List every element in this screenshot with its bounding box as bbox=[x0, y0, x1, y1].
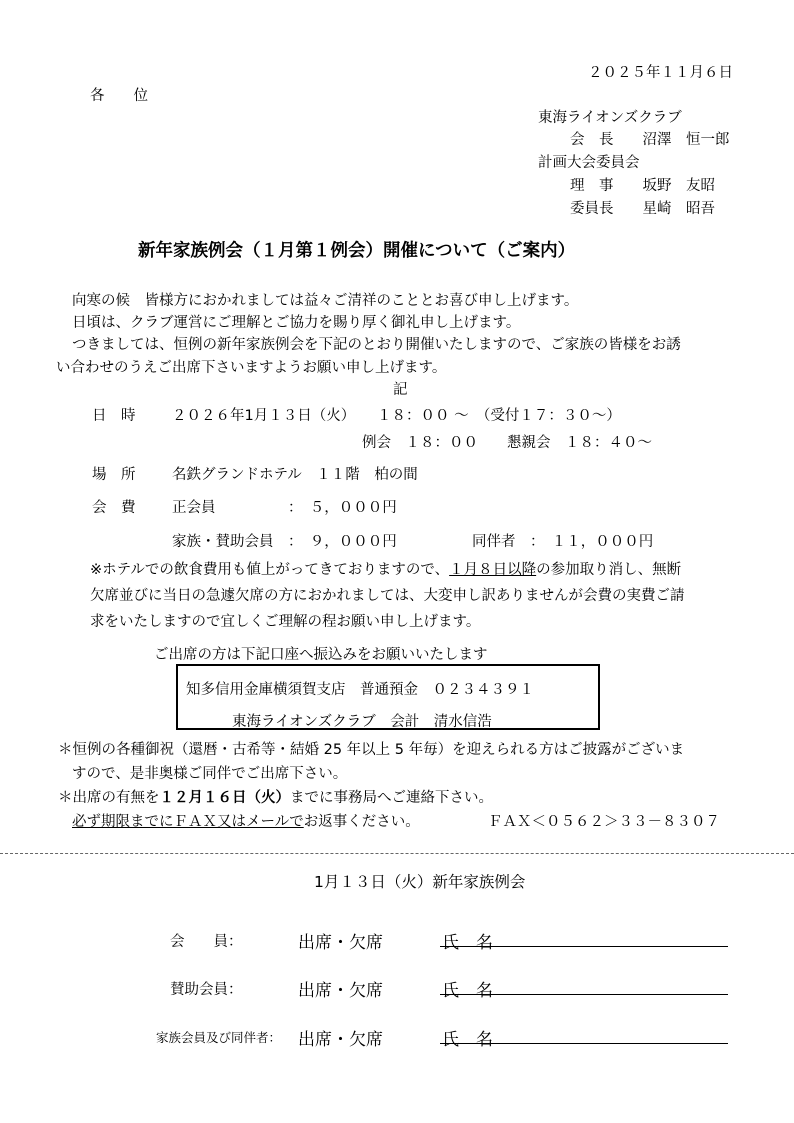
fee-family: 家族・賛助会員 ： ９，０００円 bbox=[172, 534, 397, 550]
cancellation-note-2: 欠席並びに当日の急遽欠席の方におかれましては、大変申し訳ありませんが会費の実費ご請 bbox=[90, 588, 685, 604]
sender-chair: 委員長 星崎 昭吾 bbox=[570, 201, 715, 217]
reply-row-supporting-name-line[interactable] bbox=[440, 994, 728, 995]
reply-method-post: お返事ください。 bbox=[303, 814, 420, 830]
rsvp-note-post: までに事務局へご連絡下さい。 bbox=[290, 790, 493, 806]
datetime-label: 日 時 bbox=[92, 408, 136, 424]
document-title: 新年家族例会（１月第１例会）開催について（ご案内） bbox=[138, 241, 576, 261]
reply-row-member-label: 会 員： bbox=[170, 934, 243, 950]
fee-companion: 同伴者 ： １１，０００円 bbox=[472, 534, 654, 550]
place-label: 場 所 bbox=[92, 467, 136, 483]
fee-regular: 正会員 ： ５，０００円 bbox=[172, 500, 397, 516]
rsvp-deadline-note bbox=[58, 786, 493, 807]
cancellation-note-3: 求をいたしますので宜しくご理解の程お願い申し上げます。 bbox=[90, 614, 481, 630]
fax-number: ＦＡＸ＜０５６２＞３３－８３０７ bbox=[488, 814, 720, 830]
reply-row-family-name-label: 氏 名 bbox=[442, 1030, 493, 1050]
reply-row-member-name-label: 氏 名 bbox=[442, 933, 493, 953]
sender-org: 東海ライオンズクラブ bbox=[538, 110, 682, 126]
bank-account-line: 知多信用金庫横須賀支店 普通預金 ０２３４３９１ bbox=[186, 682, 534, 698]
reply-row-supporting-label: 賛助会員： bbox=[170, 982, 243, 998]
cancellation-deadline: １月８日以降 bbox=[449, 562, 537, 578]
reply-method-emphasis: 必ず期限までにＦＡＸ又はメールで bbox=[72, 814, 304, 830]
reply-row-member-name-line[interactable] bbox=[440, 946, 728, 947]
cancellation-note-1-text: ※ホテルでの飲食費用も値上がってきておりますので、 bbox=[90, 562, 450, 578]
transfer-intro: ご出席の方は下記口座へ振込みをお願いいたします bbox=[154, 647, 488, 663]
salutation: 各 位 bbox=[90, 88, 148, 104]
datetime-value: ２０２６年1月１３日（火） １８：００ ～ （受付１７：３０～） bbox=[172, 408, 621, 424]
bank-account-holder: 東海ライオンズクラブ 会計 清水信浩 bbox=[232, 714, 492, 730]
sender-director: 理 事 坂野 友昭 bbox=[570, 178, 715, 194]
sender-committee: 計画大会委員会 bbox=[538, 155, 640, 171]
cancellation-note-1-tail: の参加取り消し、無断 bbox=[536, 562, 682, 578]
sender-president: 会 長 沼澤 恒一郎 bbox=[570, 132, 730, 148]
place-value: 名鉄グランドホテル １１階 柏の間 bbox=[172, 467, 418, 483]
body-paragraph-invite-1: つきましては、恒例の新年家族例会を下記のとおり開催いたしますので、ご家族の皆様をお誘 bbox=[72, 337, 681, 353]
reply-row-supporting-name-label: 氏 名 bbox=[442, 981, 493, 1001]
body-paragraph-greeting: 向寒の候 皆様方におかれましては益々ご清祥のこととお喜び申し上げます。 bbox=[72, 293, 579, 309]
body-paragraph-invite-2: い合わせのうえご出席下さいますようお願い申し上げます。 bbox=[56, 360, 447, 376]
document-date: ２０２５年１１月６日 bbox=[588, 65, 733, 81]
reply-row-family-name-line[interactable] bbox=[440, 1043, 728, 1044]
reply-method-note bbox=[72, 810, 420, 831]
cut-line bbox=[0, 853, 794, 854]
reply-row-family-attendance[interactable]: 出席・欠席 bbox=[298, 1030, 383, 1050]
body-paragraph-thanks: 日頃は、クラブ運営にご理解とご協力を賜り厚く御礼申し上げます。 bbox=[72, 315, 521, 331]
rsvp-deadline-date: １２月１６日（火） bbox=[159, 790, 290, 806]
cancellation-note-1 bbox=[90, 558, 681, 579]
celebration-note-1: ＊恒例の各種御祝（還暦・古希等・結婚 25 年以上 5 年毎）を迎えられる方はご披露がございま bbox=[58, 742, 685, 758]
ki-heading: 記 bbox=[393, 382, 408, 398]
celebration-note-2: すので、是非奥様ご同伴でご出席下さい。 bbox=[72, 766, 348, 782]
schedule-value: 例会 １８：００ 懇親会 １８：４０～ bbox=[362, 435, 652, 451]
reply-form-title: 1月１３日（火）新年家族例会 bbox=[314, 873, 526, 891]
rsvp-note-pre: ＊出席の有無を bbox=[58, 790, 160, 806]
reply-row-member-attendance[interactable]: 出席・欠席 bbox=[298, 933, 383, 953]
fee-label: 会 費 bbox=[92, 500, 136, 516]
reply-row-family-label: 家族会員及び同伴者： bbox=[156, 1030, 282, 1045]
reply-row-supporting-attendance[interactable]: 出席・欠席 bbox=[298, 981, 383, 1001]
